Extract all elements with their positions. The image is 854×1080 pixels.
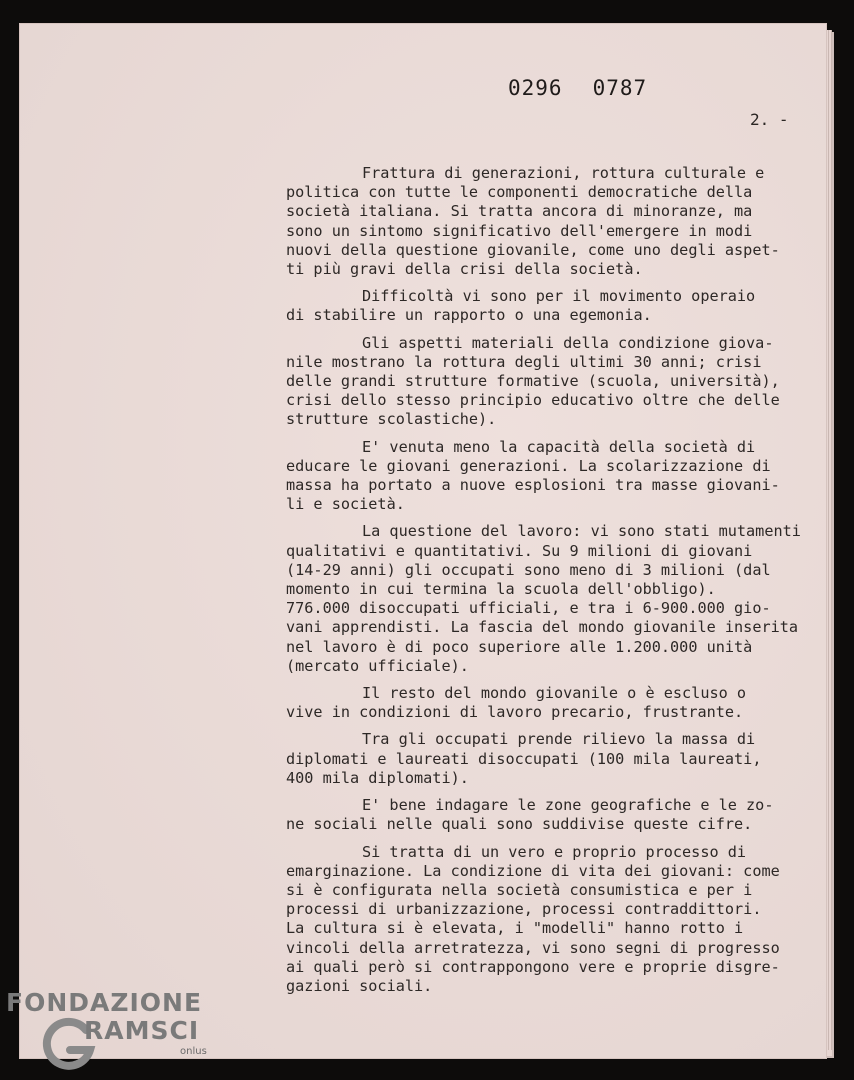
paragraph [286, 438, 826, 515]
text-line: La cultura si è elevata, i "modelli" hanno rotto i [286, 919, 744, 938]
text-line: di stabilire un rapporto o una egemonia. [286, 306, 652, 325]
logo-suffix: onlus [180, 1046, 207, 1057]
typewritten-body [286, 164, 826, 1004]
text-line: massa ha portato a nuove esplosioni tra masse giovani- [286, 476, 780, 495]
archive-number-part: 0787 [592, 76, 648, 100]
paragraph [286, 796, 826, 834]
text-line: (14-29 anni) gli occupati sono meno di 3 milioni (dal [286, 560, 771, 579]
page-edge [831, 30, 832, 1050]
text-line: crisi dello stesso principio educativo oltre che delle [286, 391, 780, 410]
text-line: nuovi della questione giovanile, come uno degli aspet- [286, 240, 780, 259]
paragraph [286, 684, 826, 722]
paragraph [286, 287, 826, 325]
text-line: si è configurata nella società consumistica e per i [286, 880, 753, 899]
text-line: 776.000 disoccupati ufficiali, e tra i 6-900.000 gio- [286, 599, 771, 618]
text-line: diplomati e laureati disoccupati (100 mila laureati, [286, 749, 762, 768]
logo-text-line2: RAMSCI [84, 1016, 200, 1045]
text-line: ai quali però si contrappongono vere e proprie disgre- [286, 957, 780, 976]
paragraph [286, 843, 826, 997]
page-number: 2. - [750, 110, 789, 129]
text-line: Gli aspetti materiali della condizione giova- [362, 333, 774, 352]
paragraph [286, 522, 826, 676]
text-line: nile mostrano la rottura degli ultimi 30 anni; crisi [286, 352, 762, 371]
text-line: società italiana. Si tratta ancora di minoranze, ma [286, 202, 753, 221]
text-line: strutture scolastiche). [286, 410, 497, 429]
text-line: ne sociali nelle quali sono suddivise queste cifre. [286, 815, 753, 834]
text-line: sono un sintomo significativo dell'emergere in modi [286, 221, 753, 240]
text-line: Difficoltà vi sono per il movimento operaio [362, 287, 756, 306]
logo-text-line1: FONDAZIONE [6, 988, 203, 1017]
text-line: vani apprendisti. La fascia del mondo giovanile inserita [286, 618, 799, 637]
text-line: Il resto del mondo giovanile o è escluso o [362, 684, 747, 703]
fondazione-gramsci-logo [6, 986, 216, 1076]
paragraph [286, 730, 826, 788]
text-line: li e società. [286, 495, 405, 514]
text-line: emarginazione. La condizione di vita dei giovani: come [286, 861, 780, 880]
text-line: ti più gravi della crisi della società. [286, 260, 643, 279]
document-page [20, 24, 826, 1058]
text-line: vive in condizioni di lavoro precario, frustrante. [286, 703, 744, 722]
text-line: nel lavoro è di poco superiore alle 1.200.000 unità [286, 637, 753, 656]
text-line: 400 mila diplomati). [286, 768, 469, 787]
archive-number-part: 0296 [508, 76, 563, 100]
text-line: politica con tutte le componenti democratiche della [286, 183, 753, 202]
text-line: processi di urbanizzazione, processi contraddittori. [286, 900, 762, 919]
text-line: E' venuta meno la capacità della società di [362, 437, 756, 456]
text-line: (mercato ufficiale). [286, 656, 469, 675]
text-line: momento in cui termina la scuola dell'obbligo). [286, 580, 716, 599]
text-line: Si tratta di un vero e proprio processo di [362, 842, 747, 861]
paragraph [286, 164, 826, 279]
archive-number [508, 76, 647, 100]
paragraph [286, 334, 826, 430]
text-line: Frattura di generazioni, rottura culturale e [362, 164, 765, 182]
text-line: La questione del lavoro: vi sono stati mutamenti [362, 522, 801, 541]
page-edge [828, 30, 829, 1050]
text-line: Tra gli occupati prende rilievo la massa di [362, 730, 756, 749]
text-line: qualitativi e quantitativi. Su 9 milioni di giovani [286, 541, 753, 560]
text-line: gazioni sociali. [286, 976, 433, 995]
text-line: E' bene indagare le zone geografiche e le zo- [362, 796, 774, 815]
text-line: educare le giovani generazioni. La scolarizzazione di [286, 456, 771, 475]
text-line: delle grandi strutture formative (scuola, università), [286, 372, 780, 391]
text-line: vincoli della arretratezza, vi sono segni di progresso [286, 938, 780, 957]
